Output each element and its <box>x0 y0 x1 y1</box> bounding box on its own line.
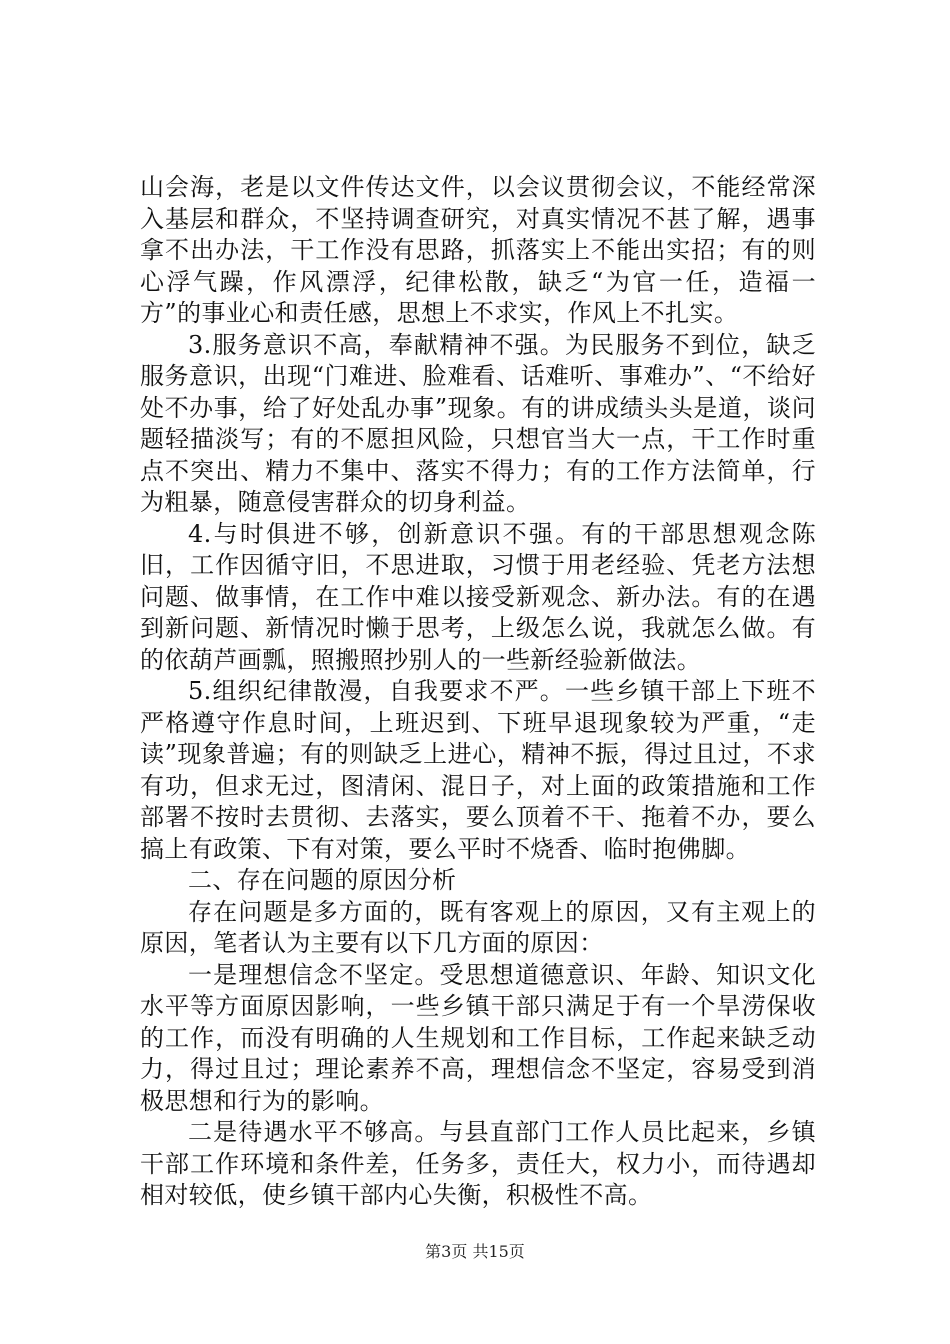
paragraph-causes-intro: 存在问题是多方面的，既有客观上的原因，又有主观上的原因，笔者认为主要有以下几方面的原因： <box>140 897 816 957</box>
paragraph-service-awareness: 3.服务意识不高，奉献精神不强。为民服务不到位，缺乏服务意识，出现“门难进、脸难看、话难听、事难办”、“不给好处不办事，给了好处乱办事”现象。有的讲成绩头头是道，谈问题轻描淡写；有的不愿担风险，只想官当大一点，干工作时重点不突出、精力不集中、落实不得力；有的工作方法简单，行为粗暴，随意侵害群众的切身利益。 <box>140 330 816 516</box>
paragraph-ideals-beliefs: 一是理想信念不坚定。受思想道德意识、年龄、知识文化水平等方面原因影响，一些乡镇干部只满足于有一个旱涝保收的工作，而没有明确的人生规划和工作目标，工作起来缺乏动力，得过且过；理论素养不高，理想信念不坚定，容易受到消极思想和行为的影响。 <box>140 960 816 1115</box>
paragraph-discipline: 5.组织纪律散漫，自我要求不严。一些乡镇干部上下班不严格遵守作息时间，上班迟到、下班早退现象较为严重，“走读”现象普遍；有的则缺乏上进心，精神不振，得过且过，不求有功，但求无过，图清闲、混日子，对上面的政策措施和工作部署不按时去贯彻、去落实，要么顶着不干、拖着不办，要么搞上有政策、下有对策，要么平时不烧香、临时抱佛脚。 <box>140 677 816 863</box>
section-heading-cause-analysis: 二、存在问题的原因分析 <box>188 866 457 894</box>
paragraph-continuation: 山会海，老是以文件传达文件，以会议贯彻会议，不能经常深入基层和群众，不坚持调查研究，对真实情况不甚了解，遇事拿不出办法，干工作没有思路，抓落实上不能出实招；有的则心浮气躁，作风漂浮，纪律松散，缺乏“为官一任，造福一方”的事业心和责任感，思想上不求实，作风上不扎实。 <box>140 173 816 327</box>
paragraph-innovation-awareness: 4.与时俱进不够，创新意识不强。有的干部思想观念陈旧，工作因循守旧，不思进取，习惯于用老经验、凭老方法想问题、做事情，在工作中难以接受新观念、新办法。有的在遇到新问题、新情况时懒于思考，上级怎么说，我就怎么做。有的依葫芦画瓢，照搬照抄别人的一些新经验新做法。 <box>140 519 816 674</box>
document-body <box>140 172 816 1212</box>
page-number-footer: 第3页 共15页 <box>425 1242 525 1261</box>
paragraph-compensation: 二是待遇水平不够高。与县直部门工作人员比起来，乡镇干部工作环境和条件差，任务多，责任大，权力小，而待遇却相对较低，使乡镇干部内心失衡，积极性不高。 <box>140 1118 816 1209</box>
